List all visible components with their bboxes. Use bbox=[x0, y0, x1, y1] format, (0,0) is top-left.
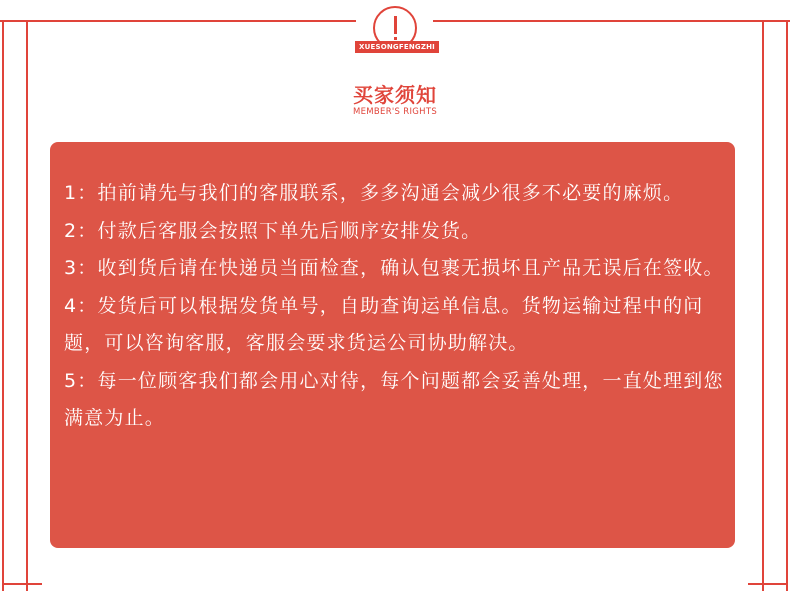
notice-item: 2：付款后客服会按照下单先后顺序安排发货。 bbox=[64, 219, 482, 242]
notice-item: 4：发货后可以根据发货单号，自助查询运单信息。货物运输过程中的问题，可以咨询客服，客服会要求货运公司协助解决。 bbox=[64, 294, 704, 354]
frame-bottom-right-line bbox=[748, 583, 788, 585]
notice-item: 1：拍前请先与我们的客服联系，多多沟通会减少很多不必要的麻烦。 bbox=[64, 182, 684, 204]
frame-top-right-line bbox=[433, 20, 790, 22]
exclamation-dot bbox=[394, 37, 397, 40]
notice-list bbox=[64, 175, 729, 438]
frame-bottom-left-line bbox=[2, 583, 42, 585]
notice-item: 3：收到货后请在快递员当面检查，确认包裹无损坏且产品无误后在签收。 bbox=[64, 257, 724, 279]
brand-band: XUESONGFENGZHI bbox=[355, 41, 439, 53]
page-subtitle: MEMBER'S RIGHTS bbox=[352, 107, 438, 117]
frame-top-left-line bbox=[0, 20, 356, 22]
notice-item: 5：每一位顾客我们都会用心对待，每个问题都会妥善处理，一直处理到您满意为止。 bbox=[64, 369, 724, 429]
exclamation-bar bbox=[394, 16, 397, 34]
page-title: 买家须知 bbox=[353, 83, 437, 107]
